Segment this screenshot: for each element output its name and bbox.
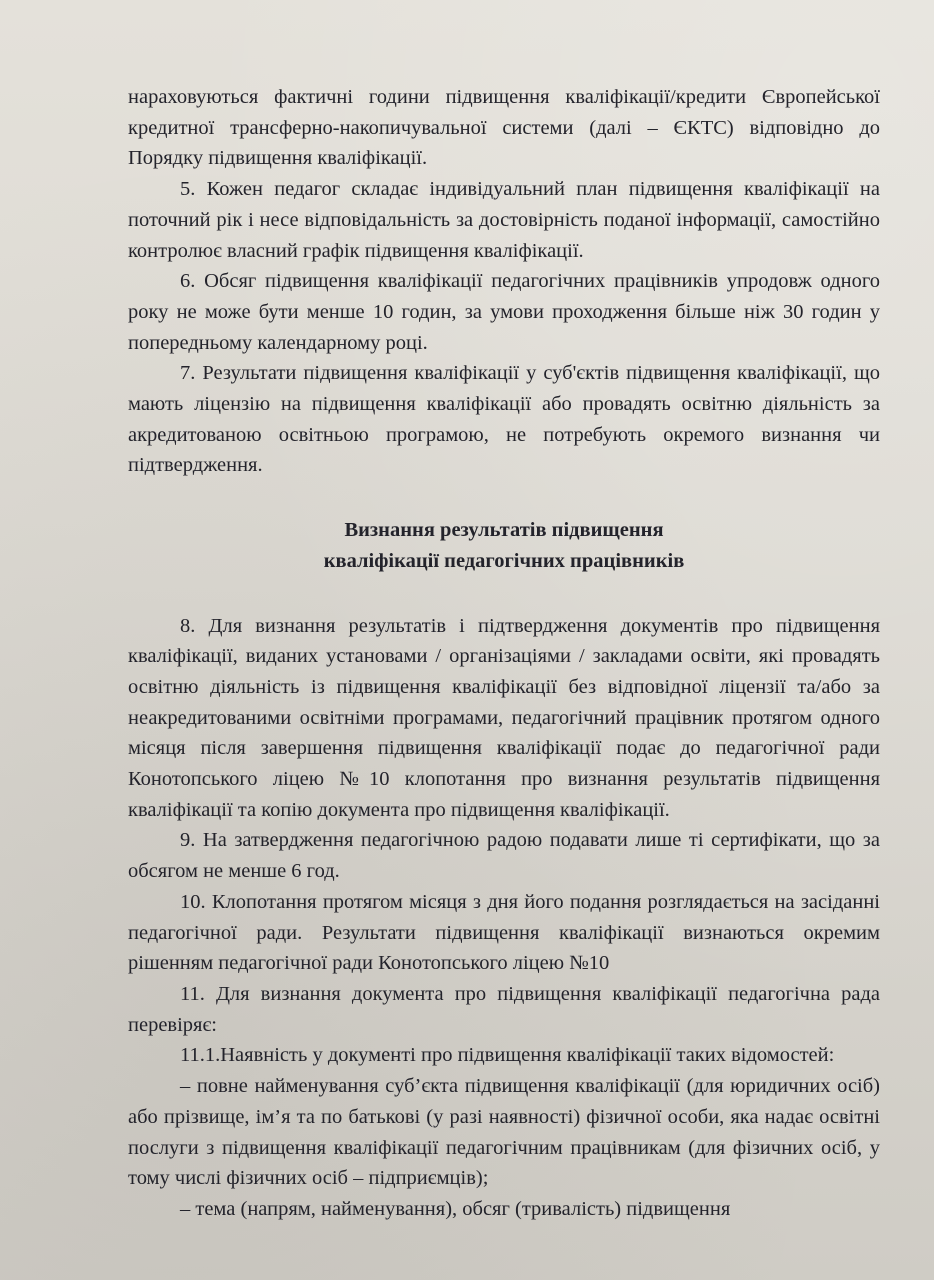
paragraph-item-7: 7. Результати підвищення кваліфікації у суб'єктів підвищення кваліфікації, що мають ліцензію на підвищення кваліфікації або провадять освітню діяльність за акредитованою освітньою програмою, не потребують окремого визнання чи підтвердження.	[128, 362, 880, 477]
paragraph-item-11-1: 11.1.Наявність у документі про підвищення кваліфікації таких відомостей:	[180, 1044, 835, 1067]
paragraph-item-5: 5. Кожен педагог складає індивідуальний план підвищення кваліфікації на поточний рік і несе відповідальність за достовірність поданої інформації, самостійно контролює власний графік підвищення кваліфікації.	[128, 178, 880, 262]
paragraph-item-11: 11. Для визнання документа про підвищення кваліфікації педагогічна рада перевіряє:	[128, 982, 880, 1036]
paragraph-item-6: 6. Обсяг підвищення кваліфікації педагогічних працівників упродовж одного року не може бути менше 10 годин, за умови проходження більше ніж 30 годин у попередньому календарному році.	[128, 270, 880, 354]
section-heading	[128, 515, 880, 576]
paragraph-continuation: нараховуються фактичні години підвищення кваліфікації/кредити Європейської кредитної трансферно-накопичувальної системи (далі – ЄКТС) відповідно до Порядку підвищення кваліфікації.	[128, 86, 880, 170]
paragraph-item-9: 9. На затвердження педагогічною радою подавати лише ті сертифікати, що за обсягом не менше 6 год.	[128, 829, 880, 883]
document-body	[128, 82, 880, 1225]
list-item-topic: – тема (напрям, найменування), обсяг (тривалість) підвищення	[180, 1197, 731, 1220]
paragraph-item-10: 10. Клопотання протягом місяця з дня його подання розглядається на засіданні педагогічної ради. Результати підвищення кваліфікації визнаються окремим рішенням педагогічної ради Конотопського ліцею №10	[128, 890, 880, 975]
paragraph-item-8: 8. Для визнання результатів і підтвердження документів про підвищення кваліфікації, виданих установами / організаціями / закладами освіти, які провадять освітню діяльність із підвищення кваліфікації без відповідної ліцензії та/або за неакредитованими освітніми програмами, педагогічний працівник протягом одного місяця після завершення підвищення кваліфікації подає до педагогічної ради Конотопського ліцею №10 клопотання про визнання результатів підвищення кваліфікації та копію документа про підвищення кваліфікації.	[128, 614, 880, 821]
section-heading-line-2: кваліфікації педагогічних працівників	[323, 549, 685, 572]
list-item-full-name: – повне найменування суб’єкта підвищення кваліфікації (для юридичних осіб) або прізвище, ім’я та по батькові (у разі наявності) фізичної особи, яка надає освітні послуги з підвищення кваліфікації педагогічним працівникам (для фізичних осіб, у тому числі фізичних осіб – підприємців);	[128, 1075, 880, 1190]
section-heading-line-1: Визнання результатів підвищення	[344, 519, 664, 542]
